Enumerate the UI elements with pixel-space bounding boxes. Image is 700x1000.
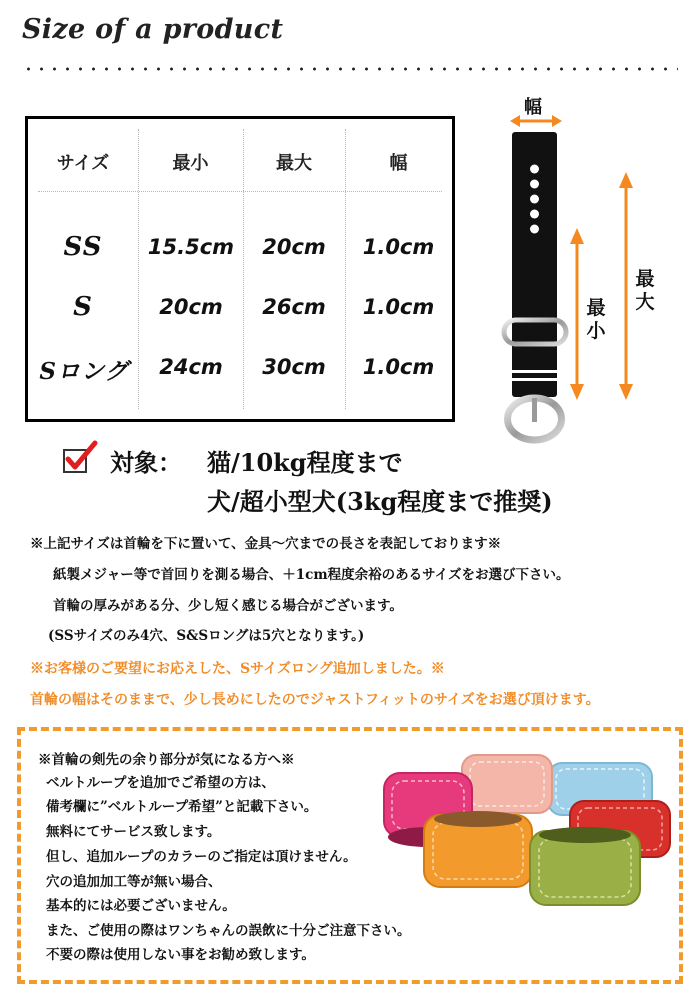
checkbox-checked-icon	[62, 440, 98, 474]
belt-loops-photo	[380, 735, 680, 910]
page-title: Size of a product	[22, 14, 284, 45]
min-label-1: 最	[586, 297, 606, 319]
max-s: 26cm	[262, 295, 326, 319]
belt-loop-line: また、ご使用の際はワンちゃんの誤飲に十分ご注意下さい。	[46, 923, 411, 939]
orange-note: 首輪の幅はそのままで、少し長めにしたのでジャストフィットのサイズをお選び頂けます。	[30, 692, 600, 708]
size-s: S	[73, 292, 93, 322]
belt-loop-line: ベルトループを追加でご希望の方は、	[46, 775, 275, 791]
header-min: 最小	[172, 153, 209, 174]
size-table	[25, 116, 455, 422]
note-line: 首輪の厚みがある分、少し短く感じる場合がございます。	[53, 598, 403, 614]
note-line: (SSサイズのみ4穴、S&Sロングは5穴となります。)	[48, 628, 365, 644]
orange-note: ※お客様のご要望にお応えした、Sサイズロング追加しました。※	[30, 661, 445, 677]
belt-loop-line: 基本的には必要ございません。	[46, 898, 236, 914]
header-width: 幅	[389, 153, 408, 174]
min-arrow	[570, 228, 584, 400]
note-line: ※上記サイズは首輪を下に置いて、金具～穴までの長さを表記しております※	[30, 536, 502, 552]
header-size: サイズ	[56, 153, 110, 174]
collar-diagram	[490, 92, 680, 452]
dotted-divider	[22, 66, 678, 72]
size-ss: SS	[63, 232, 103, 262]
collar-stripe	[512, 370, 557, 373]
max-arrow	[619, 172, 633, 400]
max-label-1: 最	[635, 268, 655, 290]
belt-loop-line: 不要の際は使用しない事をお勧め致します。	[46, 947, 315, 963]
belt-loop-line: 無料にてサービス致します。	[46, 824, 221, 840]
min-s-long: 24cm	[159, 355, 223, 379]
width-s: 1.0cm	[362, 295, 435, 319]
max-label-2: 大	[635, 291, 655, 313]
max-ss: 20cm	[262, 235, 326, 259]
width-label: 幅	[524, 97, 542, 118]
table-divider	[38, 191, 442, 192]
belt-loop-line: 備考欄に”ベルトループ希望”と記載下さい。	[46, 799, 318, 815]
min-label-2: 小	[586, 320, 606, 342]
belt-loop-line: 但し、追加ループのカラーのご指定は頂けません。	[46, 849, 357, 865]
header-max: 最大	[276, 153, 312, 174]
max-s-long: 30cm	[262, 355, 326, 379]
target-dog: 犬/超小型犬(3kg程度まで推奨)	[207, 487, 553, 516]
belt-loop-line: 穴の追加加工等が無い場合、	[46, 874, 222, 890]
size-s-long: Sロング	[39, 358, 129, 385]
target-cat: 猫/10kg程度まで	[207, 448, 403, 477]
target-label: 対象：	[110, 448, 182, 477]
min-ss: 15.5cm	[147, 235, 235, 259]
min-s: 20cm	[159, 295, 223, 319]
width-s-long: 1.0cm	[362, 355, 435, 379]
width-ss: 1.0cm	[362, 235, 435, 259]
buckle-icon	[508, 398, 562, 440]
belt-loop-line: ※首輪の剣先の余り部分が気になる方へ※	[38, 752, 295, 768]
note-line: 紙製メジャー等で首回りを測る場合、＋1cm程度余裕のあるサイズをお選び下さい。	[53, 567, 570, 583]
collar-stripe	[512, 378, 557, 381]
